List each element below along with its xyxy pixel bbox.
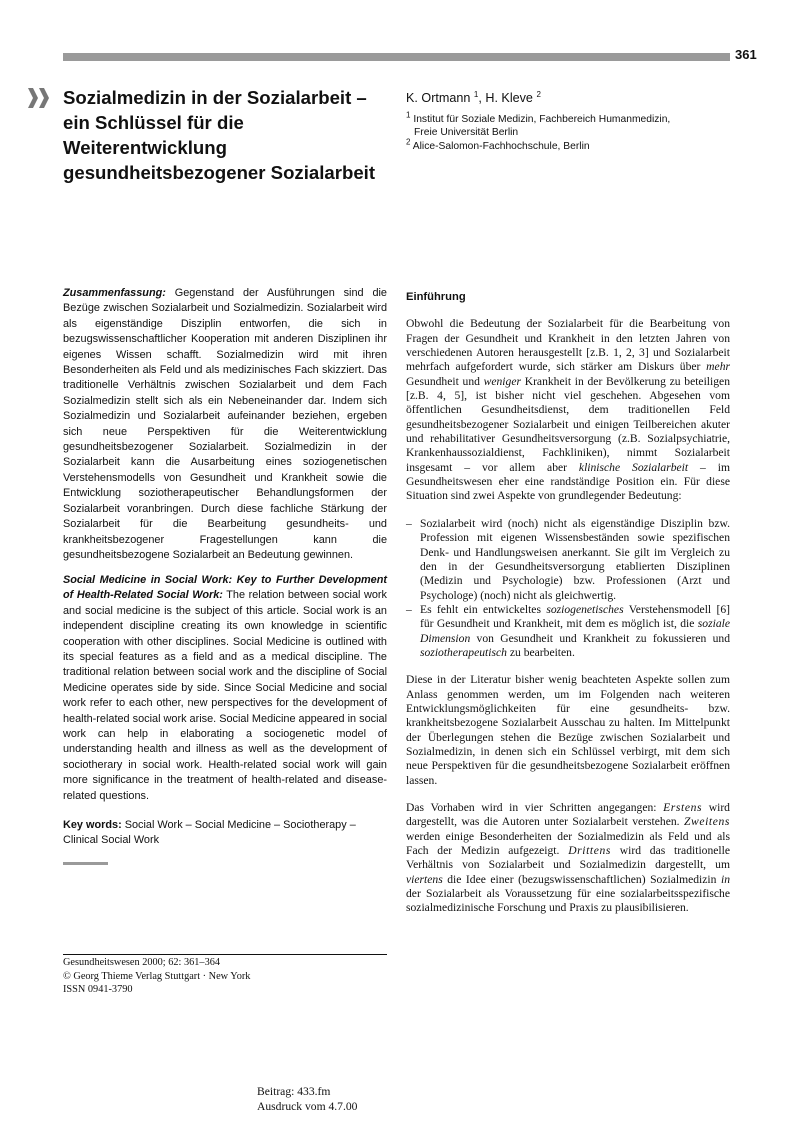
author-name: H. Kleve <box>485 91 533 105</box>
affil-number: 1 <box>406 110 411 120</box>
title-line: gesundheitsbezogener Sozialarbeit <box>63 162 376 183</box>
abstract-text: The relation between social work and social medicine is the subject of this article. Social work is an independent discipline creating its own knowledge in scientific cooperation with other disciplines. Social Medicine is outlined with its special features as a field and as a medical discipline. The traditional relation between social work and the discipline of Social Medicine operates side by side. Since Social Medicine and social work refer to each other, new perspectives for the development of health-related social work arise. Social Medicine appeared in social work can help in elaborating a sociogenetic model of understanding health and illness as well as the development of sociotherary in social work. Health-related social work will gain more significance in the treatment of health-related and disease-related questions. <box>63 589 387 802</box>
text-run: Gesundheit und <box>406 374 484 388</box>
text-run: – im Gesundheitswesen eher eine randständige Position ein. Für diese Situation sind zwei Aspekte von grundlegender Bedeutung: <box>406 460 730 503</box>
list-item: – Sozialarbeit wird (noch) nicht als eigenständige Disziplin bzw. Profession mit eigenen Wissensbeständen sowie spezifischen Denk- und Handlungsweisen anerkannt. Sie gilt im Vergleich zu den in der Gesundheitsversorgung etablierten Disziplinen (Medizin und Psychologie) bzw. Professionen (Arzt und Psychologe) (noch) nicht als gleichwertig. <box>406 517 730 603</box>
emphasis: klinische Sozialarbeit <box>578 460 689 474</box>
section-rule <box>63 862 108 865</box>
text-run: von Gesundheit und Krankheit zu fokussieren und <box>470 631 730 645</box>
paragraph <box>406 317 730 503</box>
author-separator: , <box>478 91 486 105</box>
author-affil-ref: 1 <box>473 89 479 99</box>
text-run: Es fehlt ein entwickeltes <box>420 602 547 616</box>
article-title <box>63 85 393 185</box>
footer-rule <box>63 954 387 955</box>
affil-text: Alice-Salomon-Fachhochschule, Berlin <box>412 140 590 152</box>
title-line: Weiterentwicklung <box>63 137 227 158</box>
citation-footer <box>63 956 387 997</box>
text-run: Das Vorhaben wird in vier Schritten angegangen: <box>406 801 664 814</box>
affil-text: Institut für Soziale Medizin, Fachbereich Humanmedizin, <box>413 114 671 125</box>
affiliation <box>406 110 786 126</box>
section-heading: Einführung <box>406 291 466 303</box>
author-name: K. Ortmann <box>406 91 471 105</box>
stamp-line: Beitrag: 433.fm <box>257 1085 331 1098</box>
stamp-line: Ausdruck vom 4.7.00 <box>257 1099 358 1113</box>
paragraph <box>406 801 730 916</box>
footer-line: ISSN 0941-3790 <box>63 984 133 995</box>
abstract-english <box>63 573 387 804</box>
authors <box>406 91 786 105</box>
keywords <box>63 818 387 849</box>
footer-line: Gesundheitswesen 2000; 62: 361–364 <box>63 957 221 968</box>
emphasis: Drittens <box>568 844 611 858</box>
affiliation-cont: Freie Universität Berlin <box>414 127 519 139</box>
emphasis: viertens <box>406 872 443 886</box>
keywords-text: Social Work – Social Medicine – Sociotherapy – Clinical Social Work <box>63 819 356 847</box>
emphasis: in <box>720 872 730 886</box>
emphasis: mehr <box>706 360 730 374</box>
abstract-label: Social Medicine in Social Work: Key to Further Development of Health-Related Social Work: <box>63 574 387 602</box>
affiliations <box>406 110 786 153</box>
title-line: Sozialmedizin in der Sozialarbeit – <box>63 87 367 108</box>
text-run: Krankheit in der Bevölkerung zu beteiligen [z.B. 4, 5], ist bisher nicht viel geschehen. Abgesehen vom öffentlichen Gesundheitsdienst, dem traditionellen Feld gesundheitsbezogener Sozialarbeit und einigen Teilbereichen akuter und rehabilitativer Gesundheitsversorgung (z.B. Sozialpsychiatrie, Krankenhaussozialdienst, Fachkliniken), nimmt Sozialarbeit insgesamt – vor allem aber <box>406 374 730 474</box>
text-run: der Sozialarbeit als Voraussetzung für eine sozialarbeitsspezifische sozialmedizinische Forschung und Praxis zu plausibilisieren. <box>406 887 730 915</box>
emphasis: soziotherapeutisch <box>420 645 507 659</box>
aspect-list <box>406 517 730 660</box>
affiliation <box>406 137 786 153</box>
paragraph: Diese in der Literatur bisher wenig beachteten Aspekte sollen zum Anlass genommen werden, um im Folgenden nach weiteren Entwicklungsmöglichkeiten für eine gesundheits- bzw. krankheitsbezogene Sozialarbeit Ausschau zu halten. Im Mittelpunkt der Überlegungen stehen die Bezüge zwischen Sozialarbeit und Sozialmedizin, in denen sich ein Schlüssel verbirgt, mit dem sich neue Perspektiven für die gesundheitsbezogene Sozialarbeit eröffnen lassen. <box>406 673 730 787</box>
text-run: werden einige Besonderheiten der Sozialmedizin als Feld und als Fach der Medizin aufgezeigt. <box>406 829 730 858</box>
text-run: die Idee einer (bezugswissenschaftlichen) Sozialmedizin <box>442 872 721 886</box>
list-item <box>406 603 730 660</box>
text-run: Verstehensmodell [6] für Gesundheit und Krankheit, mit dem es möglich ist, die <box>420 602 731 631</box>
print-stamp <box>257 1085 457 1114</box>
emphasis: soziale Dimension <box>420 617 730 645</box>
affil-number: 2 <box>406 137 411 147</box>
text-run: wird dargestellt, was die Autoren unter Sozialarbeit verstehen. <box>406 801 730 829</box>
double-chevron-icon <box>28 86 52 110</box>
abstract-german <box>63 286 387 563</box>
title-line: ein Schlüssel für die <box>63 112 244 133</box>
emphasis: Erstens <box>663 801 703 814</box>
text-run: Obwohl die Bedeutung der Sozialarbeit für die Bearbeitung von Fragen der Gesundheit und Krankheit in den letzten Jahren von verschiedenen Autoren herausgestellt [z.B. 1, 2, 3] und Sozialarbeit mehrfach aufgefordert wurde, sich stärker am Diskurs über <box>406 317 730 374</box>
text-run: zu bearbeiten. <box>506 645 575 659</box>
text-run: wird das traditionelle Verhältnis von Sozialarbeit und Sozialmedizin dargestellt, um <box>406 844 730 872</box>
emphasis: weniger <box>483 374 521 388</box>
author-affil-ref: 2 <box>536 89 541 99</box>
abstract-label: Zusammenfassung: <box>63 287 166 299</box>
emphasis: soziogenetisches <box>546 602 624 616</box>
keywords-label: Key words: <box>63 819 122 831</box>
footer-line: © Georg Thieme Verlag Stuttgart · New York <box>63 970 251 982</box>
emphasis: Zweitens <box>683 815 730 829</box>
header-rule <box>63 53 730 61</box>
abstract-text: Gegenstand der Ausführungen sind die Bezüge zwischen Sozialarbeit und Sozialmedizin. Sozialarbeit wird als eigenständige Disziplin entworfen, die sich in bezugswissenschaftlicher Kooperation mit anderen Disziplinen ihr eigenes Wissen schafft. Sozialmedizin wird mit ihren Besonderheiten als Feld und als medizinisches Fach skizziert. Das traditionelle Verhältnis zwischen Sozialarbeit und dem Fach Sozialmedizin stellt sich als ein Nebeneinander dar. Indem sich Sozialmedizin und Sozialarbeit aufeinander beziehen, ergeben sich neue Perspektiven für die Weiterentwicklung gesundheitsbezogener Sozialarbeit. Sozialmedizin in der Sozialarbeit kann die Ausarbeitung eines soziogenetischen Verstehensmodells von Gesundheit und Krankheit sowie die Entwicklung soziotherapeutischer Behandlungsformen der Sozialarbeit voranbringen. Durch diese fachliche Stärkung der Sozialarbeit für die Bearbeitung gesundheits- und krankheitsbezogener Fragestellungen kann die gesundheitsbezogene Sozialarbeit an Bedeutung gewinnen. <box>63 287 387 561</box>
body-column <box>406 290 730 929</box>
page-number: 361 <box>735 47 757 62</box>
